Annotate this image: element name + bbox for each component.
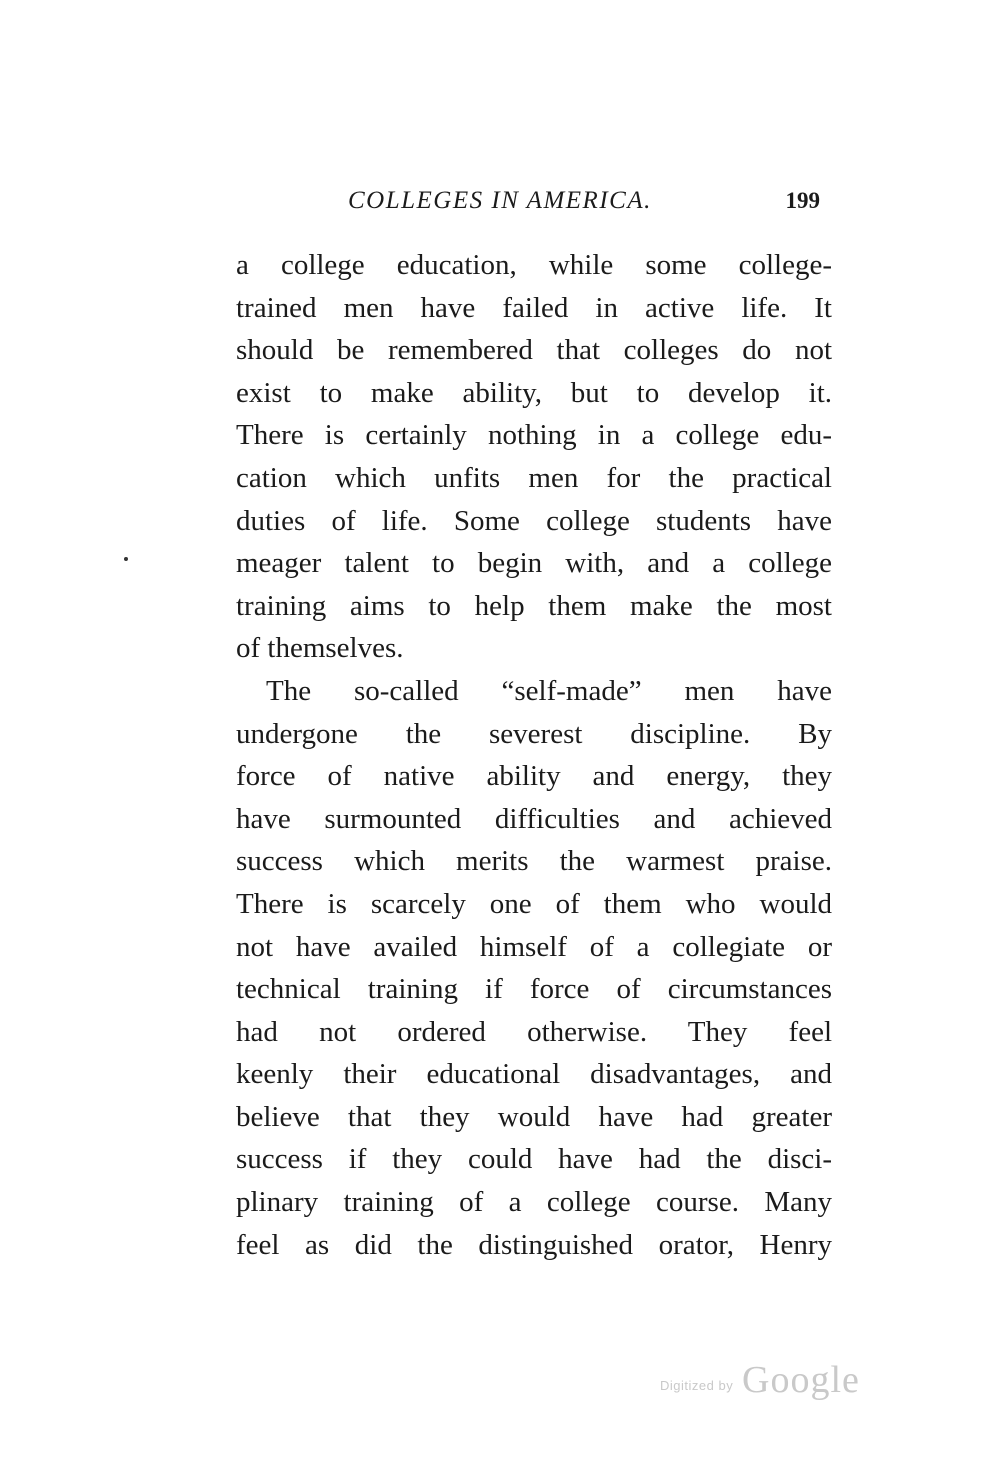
text-line: have surmounted difficulties and achieved	[236, 802, 832, 835]
text-line: The so-called “self-made” men have	[266, 674, 832, 707]
digitized-watermark	[660, 1358, 865, 1408]
page-number: 199	[785, 188, 820, 213]
running-head	[236, 186, 832, 216]
text-line: should be remembered that colleges do not	[236, 334, 832, 367]
text-line: There is scarcely one of them who would	[236, 887, 832, 920]
text-line: had not ordered otherwise. They feel	[236, 1015, 832, 1048]
text-line: undergone the severest discipline. By	[236, 717, 832, 750]
running-title: COLLEGES IN AMERICA.	[348, 187, 652, 214]
watermark-brand: Google	[742, 1359, 860, 1401]
text-line: believe that they would have had greater	[236, 1100, 832, 1133]
text-line: keenly their educational disadvantages, and	[236, 1058, 832, 1091]
margin-speck	[124, 557, 128, 561]
text-line: cation which unfits men for the practical	[236, 461, 832, 494]
text-line: a college education, while some college-	[236, 249, 832, 281]
text-line: trained men have failed in active life. It	[236, 291, 832, 324]
text-line: of themselves.	[236, 632, 404, 665]
text-line: not have availed himself of a collegiate or	[236, 930, 832, 963]
text-line: There is certainly nothing in a college edu-	[236, 419, 832, 452]
text-line: training aims to help them make the most	[236, 589, 832, 622]
text-line: success which merits the warmest praise.	[236, 845, 832, 878]
body-text	[236, 244, 832, 1266]
text-line: plinary training of a college course. Many	[236, 1186, 832, 1219]
text-line: force of native ability and energy, they	[236, 760, 832, 793]
text-line: success if they could have had the disci-	[236, 1143, 832, 1176]
text-line: duties of life. Some college students have	[236, 504, 832, 537]
watermark-prefix: Digitized by	[660, 1378, 734, 1393]
text-line: feel as did the distinguished orator, Henry	[236, 1228, 832, 1261]
text-line: meager talent to begin with, and a college	[236, 547, 832, 580]
text-line: technical training if force of circumstances	[236, 973, 832, 1006]
text-line: exist to make ability, but to develop it.	[236, 376, 832, 409]
